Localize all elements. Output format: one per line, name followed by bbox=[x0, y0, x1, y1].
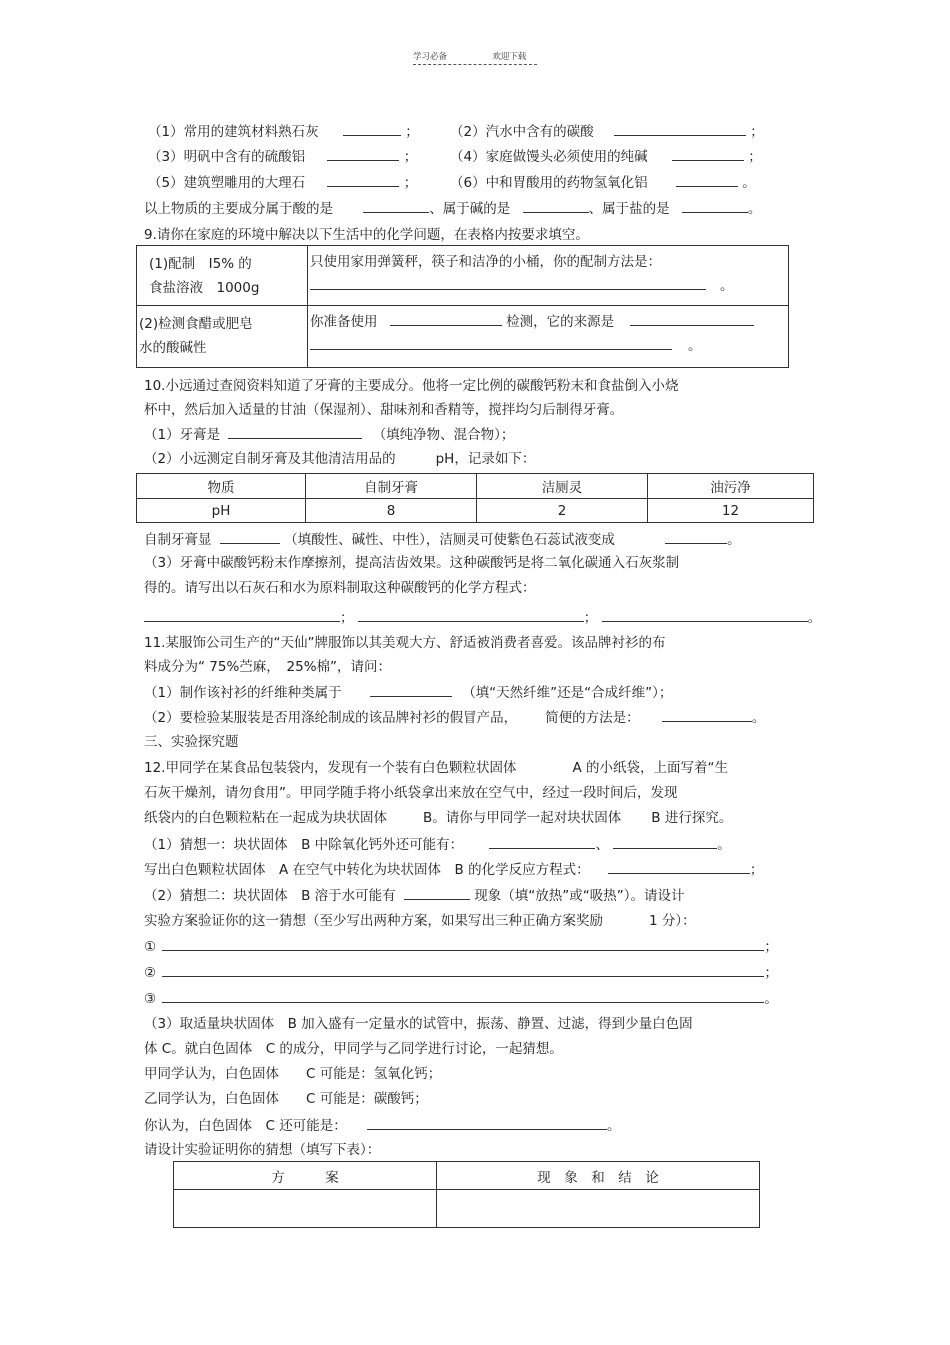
q9-row2-label: (2)检测食醋或肥皂 水的酸碱性 bbox=[137, 306, 308, 368]
q8-item-1: （1）常用的建筑材料熟石灰 ； bbox=[148, 121, 419, 142]
plan-blank-3[interactable] bbox=[162, 988, 764, 1003]
q11-part2: （2）要检验某服装是否用涤纶制成的该品牌衬衫的假冒产品， 简便的方法是： 。 bbox=[144, 707, 765, 728]
q9-row2-content: 你准备使用 检测，它的来源是 。 bbox=[308, 306, 789, 368]
reagent-blank[interactable] bbox=[390, 311, 502, 326]
ph-value-toothpaste: 8 bbox=[306, 499, 477, 523]
q12-jia: 甲同学认为，白色固体 C 可能是：氢氧化钙； bbox=[144, 1066, 442, 1082]
q12-guess2-line2: 实验方案验证你的这一猜想（至少写出两种方案，如果写出三种正确方案奖励 1 分）： bbox=[144, 913, 696, 929]
ph-table bbox=[136, 473, 814, 523]
q8-item-4: （4）家庭做馒头必须使用的纯碱 ； bbox=[450, 146, 762, 167]
q9-row1-label: (1)配制 I5% 的 食盐溶液 1000g bbox=[137, 246, 308, 306]
plan-option-3: ③ 。 bbox=[144, 988, 778, 1009]
substance-blank-2[interactable] bbox=[613, 834, 717, 849]
q8-item-6: （6）中和胃酸用的药物氢氧化铝 。 bbox=[450, 172, 756, 193]
q9-row1-content: 只使用家用弹簧秤，筷子和洁净的小桶，你的配制方法是： 。 bbox=[308, 246, 789, 306]
result-header: 现 象 和 结 论 bbox=[437, 1162, 760, 1190]
ph-header-degreaser: 油污净 bbox=[648, 474, 814, 499]
plan-option-1: ① ； bbox=[144, 936, 778, 957]
q9-table bbox=[136, 245, 789, 368]
q10-after-table: 自制牙膏显 （填酸性、碱性、中性），洁厕灵可使紫色石蕊试液变成 。 bbox=[144, 529, 741, 550]
equation-blank-1[interactable] bbox=[144, 607, 340, 622]
plan-cell[interactable] bbox=[174, 1190, 437, 1228]
header-divider bbox=[413, 64, 537, 65]
ph-header-toilet-cleaner: 洁厕灵 bbox=[477, 474, 648, 499]
heat-blank[interactable] bbox=[404, 885, 470, 900]
plan-option-2: ② ； bbox=[144, 962, 778, 983]
q11-intro-1: 11.某服饰公司生产的“天仙”牌服饰以其美观大方、舒适被消费者喜爱。该品牌衬衫的布 bbox=[144, 635, 666, 651]
q12-yi: 乙同学认为，白色固体 C 可能是：碳酸钙； bbox=[144, 1091, 428, 1107]
fiber-type-blank[interactable] bbox=[370, 682, 452, 697]
q8-item-3: （3）明矾中含有的硫酸铝 ； bbox=[148, 146, 417, 167]
q12-guess1: （1）猜想一：块状固体 B 中除氧化钙外还可能有： 、 。 bbox=[144, 834, 731, 855]
answer-blank[interactable] bbox=[327, 172, 399, 187]
salt-blank[interactable] bbox=[682, 198, 748, 213]
q12-guess3-1: （3）取适量块状固体 B 加入盛有一定量水的试管中，振荡、静置、过滤，得到少量白色固 bbox=[144, 1016, 693, 1032]
q10-intro-2: 杯中，然后加入适量的甘油（保湿剂）、甜味剂和香精等，搅拌均匀后制得牙膏。 bbox=[144, 402, 624, 418]
header-right: 欢迎下载 bbox=[492, 52, 527, 62]
plan-blank-1[interactable] bbox=[162, 936, 764, 951]
q9-title: 9.请你在家庭的环境中解决以下生活中的化学问题，在表格内按要求填空。 bbox=[144, 227, 589, 243]
result-cell[interactable] bbox=[437, 1190, 760, 1228]
q12-design: 请设计实验证明你的猜想（填写下表）： bbox=[144, 1142, 381, 1158]
header-left: 学习必备 bbox=[413, 52, 448, 62]
answer-blank[interactable] bbox=[343, 121, 401, 136]
q8-item-2: （2）汽水中含有的碳酸 ； bbox=[450, 121, 764, 142]
q12-guess3-2: 体 C。就白色固体 C 的成分，甲同学与乙同学进行讨论，一起猜想。 bbox=[144, 1041, 563, 1057]
page-header bbox=[413, 50, 526, 62]
q12-guess2: （2）猜想二：块状固体 B 溶于水可能有 现象（填“放热”或“吸热”）。请设计 bbox=[144, 885, 684, 906]
color-blank[interactable] bbox=[665, 529, 727, 544]
q11-part1: （1）制作该衬衫的纤维种类属于 （填“天然纤维”还是“合成纤维”）； bbox=[144, 682, 672, 703]
q12-guess1-equation: 写出白色颗粒状固体 A 在空气中转化为块状固体 B 的化学反应方程式： ； bbox=[144, 859, 763, 880]
q11-intro-2: 料成分为“ 75%苎麻， 25%棉”，请问： bbox=[144, 659, 392, 675]
ph-value-toilet-cleaner: 2 bbox=[477, 499, 648, 523]
substance-blank-1[interactable] bbox=[489, 834, 595, 849]
q10-part1: （1）牙膏是 （填纯净物、混合物）； bbox=[144, 424, 514, 445]
plan-blank-2[interactable] bbox=[162, 962, 764, 977]
q8-item-5: （5）建筑塑雕用的大理石 ； bbox=[148, 172, 417, 193]
q12-intro-3: 纸袋内的白色颗粒粘在一起成为块状固体 B。请你与甲同学一起对块状固体 B 进行探究。 bbox=[144, 810, 733, 826]
ph-value-degreaser: 12 bbox=[648, 499, 814, 523]
q8-summary: 以上物质的主要成分属于酸的是 、属于碱的是 、属于盐的是 。 bbox=[144, 198, 761, 219]
q12-you: 你认为，白色固体 C 还可能是： 。 bbox=[144, 1115, 621, 1136]
source-blank[interactable] bbox=[630, 311, 754, 326]
answer-blank[interactable] bbox=[676, 172, 738, 187]
q10-part3-1: （3）牙膏中碳酸钙粉末作摩擦剂，提高洁齿效果。这种碳酸钙是将二氧化碳通入石灰浆制 bbox=[144, 555, 680, 571]
q10-part2: （2）小远测定自制牙膏及其他清洁用品的 pH，记录如下： bbox=[144, 451, 536, 467]
q12-intro-1: 12.甲同学在某食品包装袋内，发现有一个装有白色颗粒状固体 A 的小纸袋，上面写着“生 bbox=[144, 760, 728, 776]
answer-blank[interactable] bbox=[327, 146, 399, 161]
answer-blank[interactable] bbox=[672, 146, 744, 161]
q10-part3-2: 得的。请写出以石灰石和水为原料制取这种碳酸钙的化学方程式： bbox=[144, 580, 536, 596]
reaction-equation-blank[interactable] bbox=[608, 859, 750, 874]
acid-blank[interactable] bbox=[363, 198, 429, 213]
ph-header-toothpaste: 自制牙膏 bbox=[306, 474, 477, 499]
toothpaste-type-blank[interactable] bbox=[228, 424, 362, 439]
acidity-blank[interactable] bbox=[220, 529, 280, 544]
equation-blank-2[interactable] bbox=[358, 607, 584, 622]
ph-row-label: pH bbox=[137, 499, 306, 523]
q10-equations: ； ； 。 bbox=[144, 607, 821, 628]
base-blank[interactable] bbox=[523, 198, 589, 213]
method-blank[interactable] bbox=[662, 707, 752, 722]
equation-blank-3[interactable] bbox=[602, 607, 808, 622]
experiment-table bbox=[173, 1161, 760, 1228]
q10-intro-1: 10.小远通过查阅资料知道了牙膏的主要成分。他将一定比例的碳酸钙粉末和食盐倒入小烧 bbox=[144, 378, 679, 394]
q12-intro-2: 石灰干燥剂，请勿食用”。甲同学随手将小纸袋拿出来放在空气中，经过一段时间后，发现 bbox=[144, 785, 678, 801]
method-blank[interactable] bbox=[310, 275, 706, 290]
source-blank-2[interactable] bbox=[310, 335, 672, 350]
plan-header: 方 案 bbox=[174, 1162, 437, 1190]
ph-header-substance: 物质 bbox=[137, 474, 306, 499]
answer-blank[interactable] bbox=[614, 121, 746, 136]
your-guess-blank[interactable] bbox=[367, 1115, 607, 1130]
section-title: 三、实验探究题 bbox=[144, 734, 239, 750]
